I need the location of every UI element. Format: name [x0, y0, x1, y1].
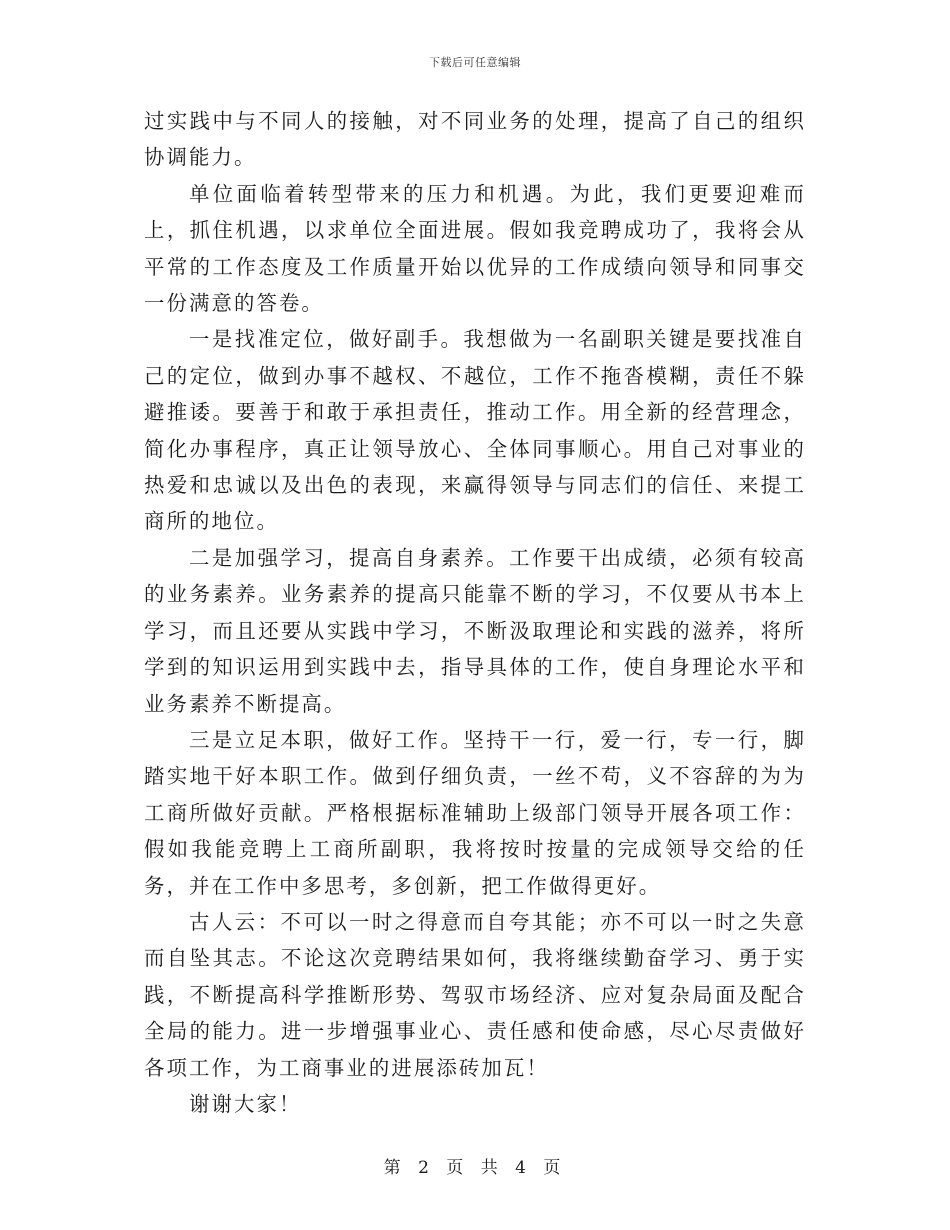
paragraph-point-one: 一是找准定位，做好副手。我想做为一名副职关键是要找准自己的定位，做到办事不越权、不越位，工作不拖沓模糊，责任不躲避推诿。要善于和敢于承担责任，推动工作。用全新的经营理念，简化办事程序，真正让领导放心、全体同事顺心。用自己对事业的热爱和忠诚以及出色的表现，来赢得领导与同志们的信任、来提工商所的地位。	[144, 327, 806, 534]
paragraph-quote: 古人云：不可以一时之得意而自夸其能；亦不可以一时之失意而自坠其志。不论这次竞聘结果如何，我将继续勤奋学习、勇于实践，不断提高科学推断形势、驾驭市场经济、应对复杂局面及配合全局的能力。进一步增强事业心、责任感和使命感，尽心尽责做好各项工作，为工商事业的进展添砖加瓦！	[144, 909, 806, 1080]
paragraph-point-two: 二是加强学习，提高自身素养。工作要干出成绩，必须有较高的业务素养。业务素养的提高只能靠不断的学习，不仅要从书本上学习，而且还要从实践中学习，不断汲取理论和实践的滋养，将所学到的知识运用到实践中去，指导具体的工作，使自身理论水平和业务素养不断提高。	[144, 545, 806, 716]
page-footer: 第 2 页 共 4 页	[383, 1158, 567, 1178]
paragraph-continuation: 过实践中与不同人的接触，对不同业务的处理，提高了自己的组织协调能力。	[144, 109, 806, 170]
paragraph-opportunity: 单位面临着转型带来的压力和机遇。为此，我们更要迎难而上，抓住机遇，以求单位全面进展。假如我竞聘成功了，我将会从平常的工作态度及工作质量开始以优异的工作成绩向领导和同事交一份满意的答卷。	[144, 181, 806, 316]
paragraph-point-three: 三是立足本职，做好工作。坚持干一行，爱一行，专一行，脚踏实地干好本职工作。做到仔细负责，一丝不苟，义不容辞的为为工商所做好贡献。严格根据标准辅助上级部门领导开展各项工作：假如我能竞聘上工商所副职，我将按时按量的完成领导交给的任务，并在工作中多思考，多创新，把工作做得更好。	[144, 727, 806, 898]
paragraph-thanks: 谢谢大家！	[189, 1091, 302, 1116]
page-header: 下载后可任意编辑	[429, 56, 521, 69]
document-body	[144, 103, 806, 1122]
